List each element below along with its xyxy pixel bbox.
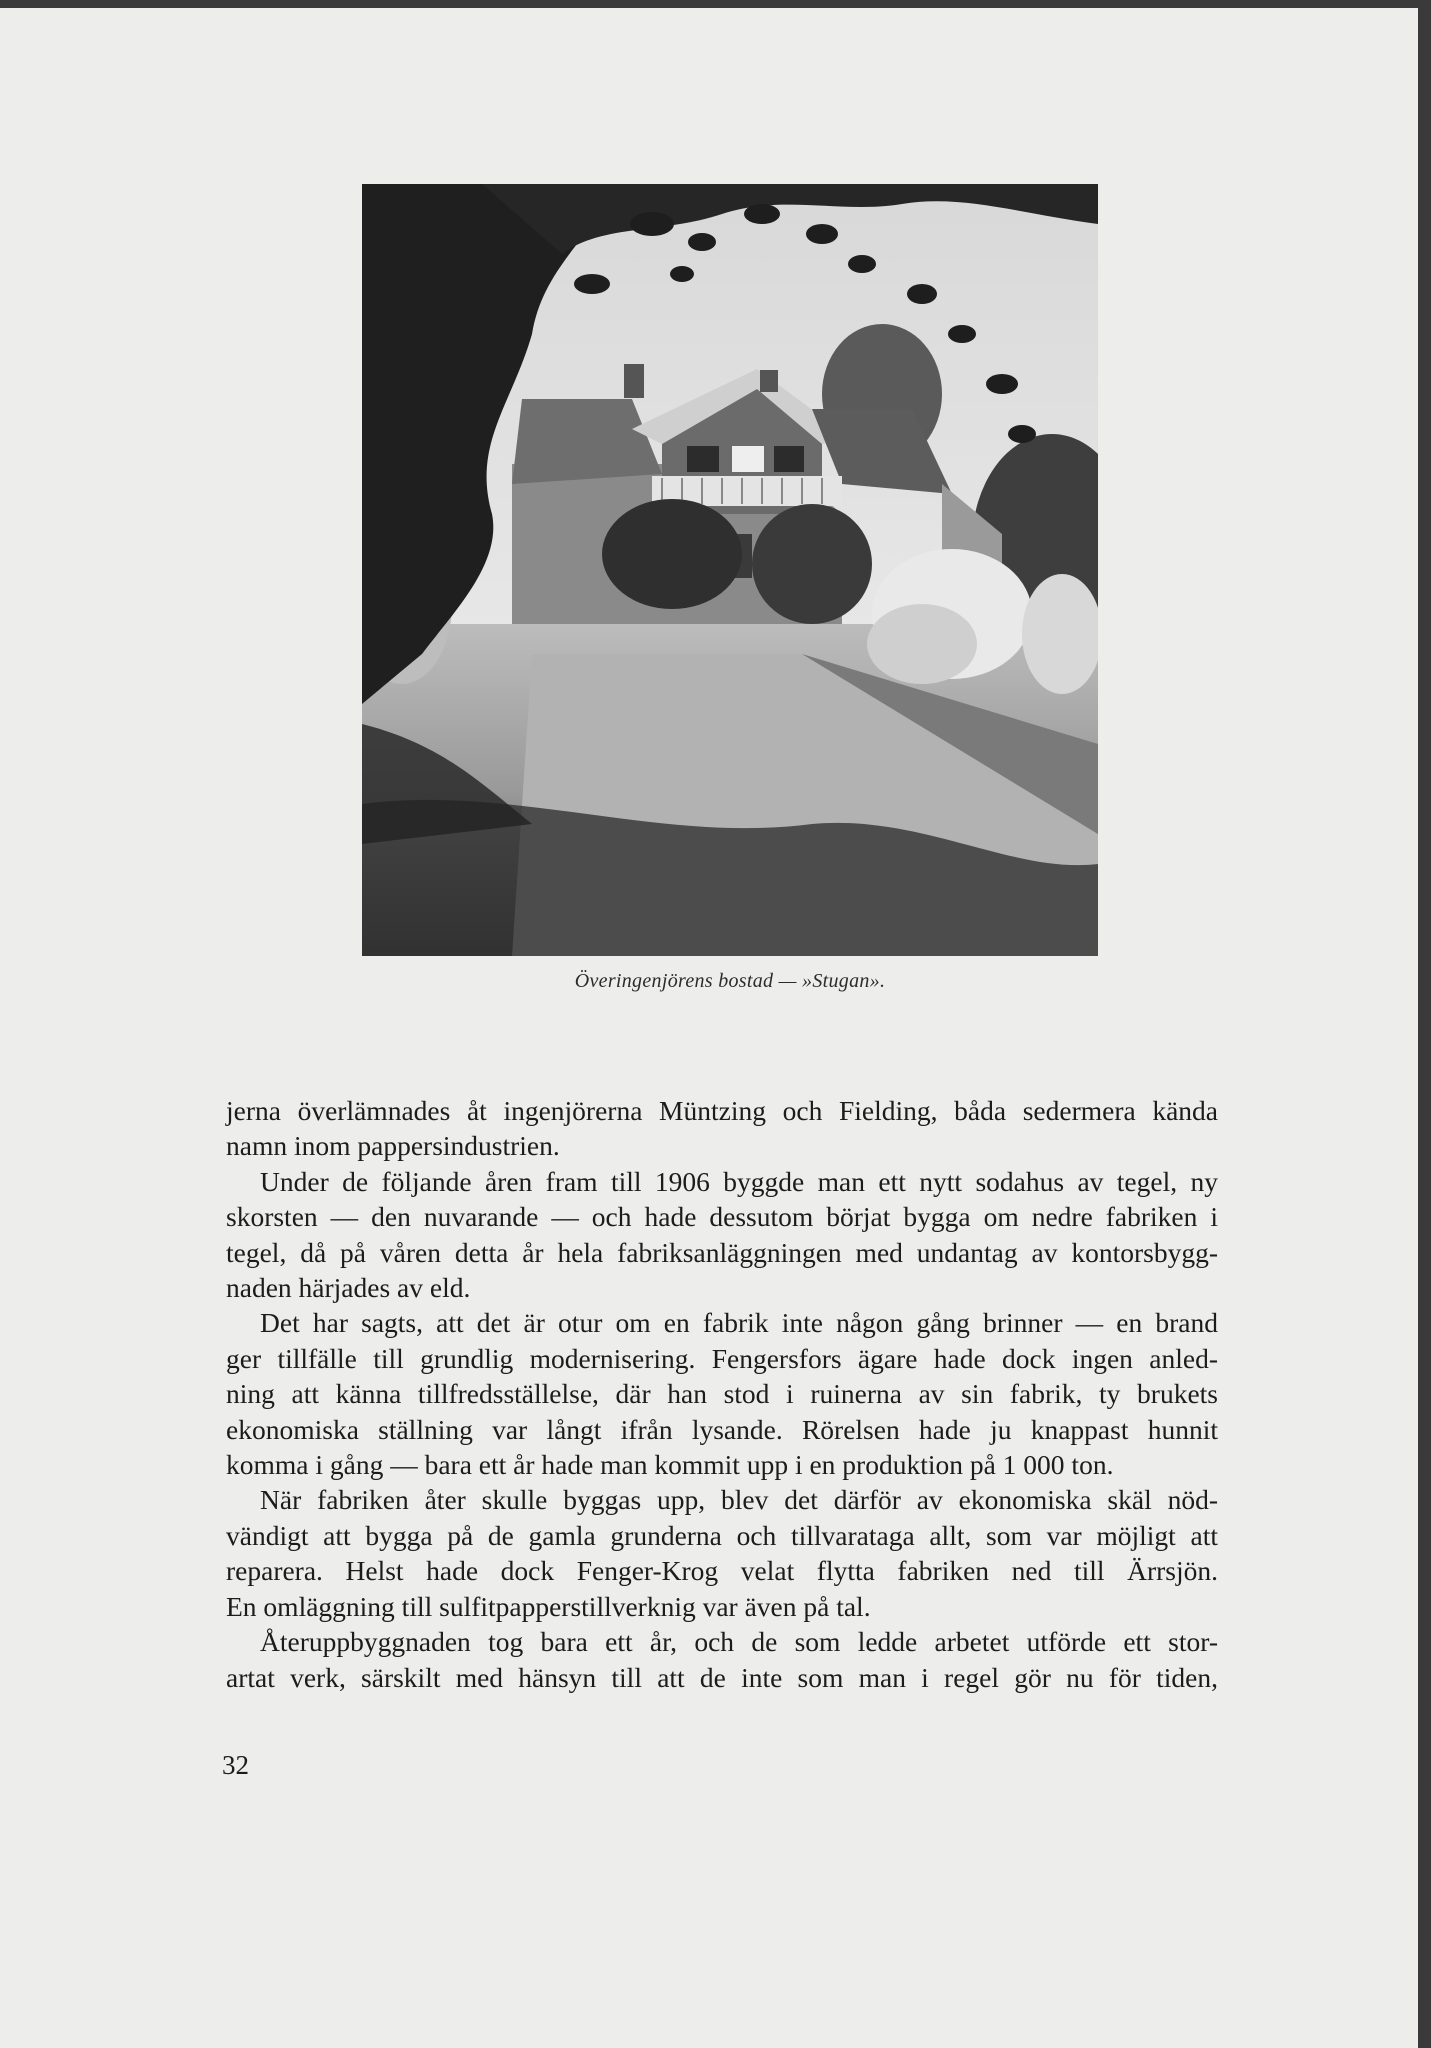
- paragraph: [226, 1482, 1218, 1624]
- text-line: artat verk, särskilt med hänsyn till att de inte som man i regel gör nu för tiden,: [226, 1661, 1218, 1693]
- page-number: 32: [222, 1750, 249, 1780]
- text-line: ning att känna tillfredsställelse, där han stod i ruinerna av sin fabrik, ty brukets: [226, 1378, 1218, 1410]
- body-text: [226, 1093, 1218, 1695]
- text-line: komma i gång — bara ett år hade man kommit upp i en produktion på 1 000 ton.: [226, 1449, 1114, 1481]
- paragraph: [226, 1093, 1218, 1164]
- paragraph: [226, 1305, 1218, 1482]
- text-line: skorsten — den nuvarande — och hade dessutom börjat bygga om nedre fabriken i: [226, 1201, 1218, 1233]
- text-line: När fabriken åter skulle byggas upp, blev det därför av ekonomiska skäl nöd-: [260, 1484, 1218, 1516]
- house-photo-illustration: [362, 184, 1098, 956]
- figure-caption: Överingenjörens bostad — »Stugan».: [574, 970, 886, 992]
- text-line: Det har sagts, att det är otur om en fabrik inte någon gång brinner — en brand: [260, 1307, 1218, 1339]
- text-line: namn inom pappersindustrien.: [226, 1130, 560, 1162]
- paragraph: [226, 1164, 1218, 1306]
- text-line: vändigt att bygga på de gamla grunderna och tillvaratagа allt, som var möjligt att: [226, 1519, 1218, 1551]
- text-line: Återuppbyggnaden tog bara ett år, och de som ledde arbetet utförde ett stor-: [260, 1626, 1218, 1658]
- text-line: ekonomiska ställning var långt ifrån lysande. Rörelsen hade ju knappast hunnit: [226, 1413, 1218, 1445]
- text-line: tegel, då på våren detta år hela fabriksanläggningen med undantag av kontorsbygg-: [226, 1236, 1218, 1268]
- text-line: ger tillfälle till grundlig modernisering. Fengersfors ägare hade dock ingen anled-: [226, 1342, 1218, 1374]
- paragraph: [226, 1624, 1218, 1695]
- text-line: jerna överlämnades åt ingenjörerna Müntzing och Fielding, båda sedermera kända: [226, 1095, 1218, 1126]
- house-photograph: [362, 184, 1098, 956]
- book-page: [0, 8, 1418, 2048]
- text-line: reparera. Helst hade dock Fenger-Krog velat flytta fabriken ned till Ärrsjön.: [226, 1555, 1218, 1587]
- text-line: En omläggning till sulfitpapperstillverknig var även på tal.: [226, 1590, 871, 1622]
- text-line: Under de följande åren fram till 1906 byggde man ett nytt sodahus av tegel, ny: [260, 1165, 1218, 1197]
- text-line: naden härjades av eld.: [226, 1272, 471, 1304]
